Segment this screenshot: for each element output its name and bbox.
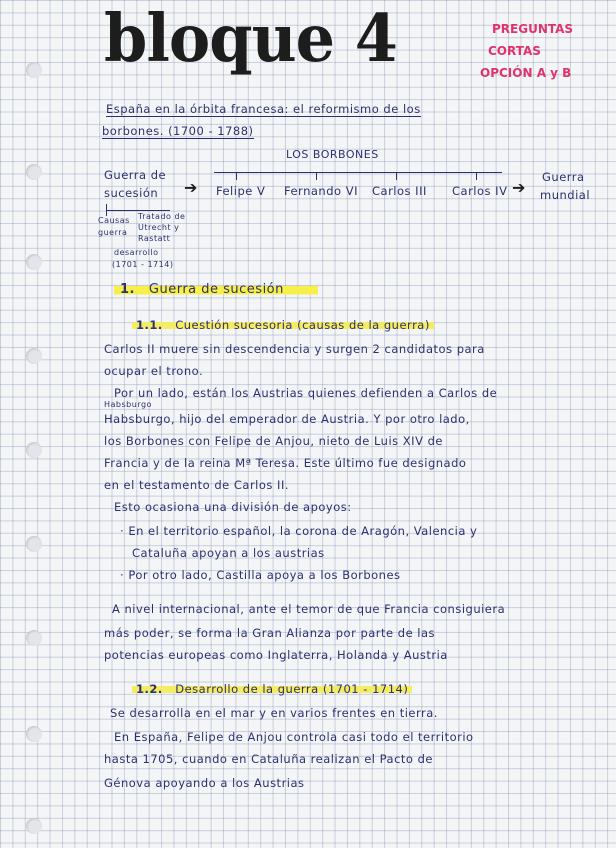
diagram-tick bbox=[316, 172, 317, 180]
text-line: Génova apoyando a los Austrias bbox=[104, 776, 305, 790]
binder-hole bbox=[26, 62, 42, 78]
subsection-label: Desarrollo de la guerra (1701 - 1714) bbox=[175, 682, 409, 696]
diagram-left: Guerra de bbox=[104, 168, 167, 182]
diagram-tick bbox=[396, 172, 397, 180]
diagram-king: Fernando VI bbox=[284, 184, 358, 198]
binder-hole bbox=[26, 254, 42, 270]
binder-hole bbox=[26, 536, 42, 552]
text-line: A nivel internacional, ante el temor de que Francia consiguiera bbox=[112, 602, 506, 616]
subsection-number: 1.1. bbox=[136, 318, 163, 332]
corner-note-line: CORTAS bbox=[488, 44, 541, 58]
diagram-tick bbox=[476, 172, 477, 180]
binder-hole bbox=[26, 164, 42, 180]
text-line: Esto ocasiona una división de apoyos: bbox=[114, 500, 352, 514]
binder-hole bbox=[26, 726, 42, 742]
diagram-left: sucesión bbox=[104, 186, 159, 200]
corner-note-line: PREGUNTAS bbox=[492, 22, 574, 36]
binder-hole bbox=[26, 348, 42, 364]
text-annotation: Habsburgo bbox=[104, 400, 152, 409]
bullet-text: Por otro lado, Castilla apoya a los Borbones bbox=[128, 568, 401, 582]
bullet-item: · En el territorio español, la corona de Aragón, Valencia y bbox=[120, 524, 478, 538]
binder-hole bbox=[26, 818, 42, 834]
text-line: Habsburgo, hijo del emperador de Austria. Y por otro lado, bbox=[104, 412, 470, 426]
page-title: bloque 4 bbox=[104, 0, 397, 77]
text-line: más poder, se forma la Gran Alianza por parte de las bbox=[104, 626, 436, 640]
subtitle-line: borbones. (1700 - 1788) bbox=[102, 124, 254, 138]
text-line: Por un lado, están los Austrias quienes defienden a Carlos de bbox=[114, 386, 498, 400]
diagram-sub: (1701 - 1714) bbox=[112, 260, 174, 269]
diagram-king: Carlos III bbox=[372, 184, 427, 198]
text-line: Carlos II muere sin descendencia y surgen 2 candidatos para bbox=[104, 342, 485, 356]
text-line: en el testamento de Carlos II. bbox=[104, 478, 289, 492]
text-line: potencias europeas como Inglaterra, Holanda y Austria bbox=[104, 648, 448, 662]
arrow-right-icon: ➔ bbox=[512, 178, 526, 197]
text-line: Se desarrolla en el mar y en varios frentes en tierra. bbox=[110, 706, 438, 720]
text-line: ocupar el trono. bbox=[104, 364, 204, 378]
diagram-sub: Causas bbox=[98, 216, 130, 225]
binder-hole bbox=[26, 442, 42, 458]
diagram-right: mundial bbox=[540, 188, 591, 202]
diagram-right: Guerra bbox=[542, 170, 585, 184]
subtitle-line: España en la órbita francesa: el reformismo de los bbox=[106, 102, 421, 116]
bullet-text: En el territorio español, la corona de Aragón, Valencia y bbox=[128, 524, 478, 538]
diagram-branch bbox=[106, 210, 170, 211]
arrow-right-icon: ➔ bbox=[184, 178, 198, 197]
diagram-sub: Utrecht y bbox=[138, 223, 180, 232]
binder-hole bbox=[26, 630, 42, 646]
section-number: 1. bbox=[120, 282, 135, 297]
diagram-header: LOS BORBONES bbox=[286, 148, 379, 161]
section-label: Guerra de sucesión bbox=[148, 282, 284, 297]
diagram-king: Felipe V bbox=[216, 184, 266, 198]
text-line: hasta 1705, cuando en Cataluña realizan el Pacto de bbox=[104, 752, 433, 766]
subsection-heading bbox=[132, 318, 434, 332]
diagram-bar bbox=[214, 172, 502, 173]
subsection-label: Cuestión sucesoria (causas de la guerra) bbox=[175, 318, 430, 332]
text-line: En España, Felipe de Anjou controla casi todo el territorio bbox=[114, 730, 474, 744]
text-line: Cataluña apoyan a los austrias bbox=[132, 546, 325, 560]
diagram-sub: Tratado de bbox=[138, 212, 186, 221]
subsection-number: 1.2. bbox=[136, 682, 163, 696]
bullet-item: · Por otro lado, Castilla apoya a los Borbones bbox=[120, 568, 401, 582]
diagram-tick bbox=[236, 172, 237, 180]
diagram-sub: guerra bbox=[98, 228, 128, 237]
text-line: Francia y de la reina Mª Teresa. Este último fue designado bbox=[104, 456, 467, 470]
diagram-sub: Rastatt bbox=[138, 234, 171, 243]
diagram-sub: desarrollo bbox=[114, 248, 159, 257]
diagram-king: Carlos IV bbox=[452, 184, 508, 198]
corner-note-line: OPCIÓN A y B bbox=[480, 66, 572, 80]
subsection-heading bbox=[132, 682, 412, 696]
text-line: los Borbones con Felipe de Anjou, nieto de Luis XIV de bbox=[104, 434, 443, 448]
section-heading bbox=[114, 282, 318, 297]
